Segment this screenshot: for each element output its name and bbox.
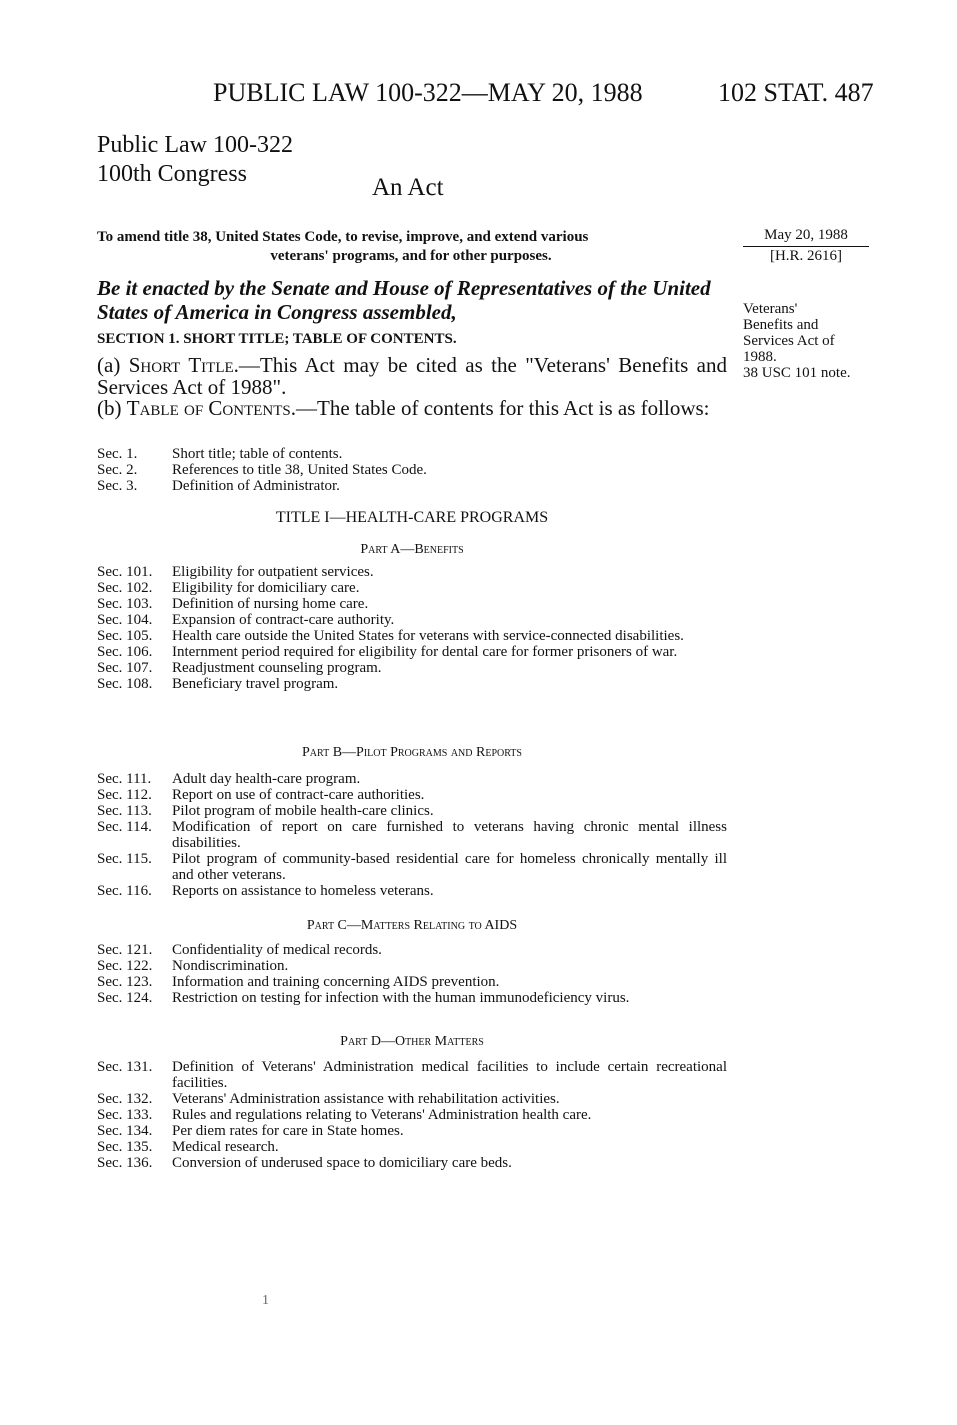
toc-section-number: Sec. 106. <box>97 644 153 660</box>
toc-section-title: Expansion of contract-care authority. <box>172 612 395 628</box>
toc-section-number: Sec. 123. <box>97 974 153 990</box>
paragraph-a <box>97 354 727 398</box>
toc-entry <box>97 974 727 990</box>
toc-section-title: Medical research. <box>172 1139 279 1155</box>
toc-entry <box>97 596 727 612</box>
paragraph-a-heading: Short Title <box>128 353 234 377</box>
toc-entry <box>97 990 727 1006</box>
toc-section-title: Definition of Administrator. <box>172 478 340 494</box>
purpose-clause <box>97 228 725 266</box>
toc-section-number: Sec. 122. <box>97 958 153 974</box>
toc-entry <box>97 1155 727 1171</box>
toc-entry <box>97 628 727 644</box>
toc-section-title: Eligibility for domiciliary care. <box>172 580 360 596</box>
toc-section-number: Sec. 135. <box>97 1139 153 1155</box>
toc-entry <box>97 883 727 899</box>
toc-section-title: Health care outside the United States for veterans with service-connected disabilities. <box>172 628 684 644</box>
toc-entry <box>97 851 727 883</box>
toc-entry <box>97 771 727 787</box>
enacting-clause: Be it enacted by the Senate and House of Representatives of the United States of America in Congress assembled, <box>97 276 711 324</box>
toc-section-title: References to title 38, United States Code. <box>172 462 427 478</box>
toc-section-number: Sec. 102. <box>97 580 153 596</box>
margin-note <box>743 301 883 381</box>
toc-entry <box>97 462 727 478</box>
paragraph-b-text: .—The table of contents for this Act is as follows: <box>290 396 710 420</box>
margin-date-block <box>743 226 869 266</box>
toc-entry <box>97 660 727 676</box>
toc-section-title: Rules and regulations relating to Veterans' Administration health care. <box>172 1107 592 1123</box>
toc-section-number: Sec. 115. <box>97 851 152 867</box>
toc-section-number: Sec. 103. <box>97 596 153 612</box>
toc-part-a <box>97 564 727 692</box>
toc-section-number: Sec. 2. <box>97 462 138 478</box>
toc-entry <box>97 803 727 819</box>
purpose-line-1: To amend title 38, United States Code, to revise, improve, and extend various <box>97 229 589 245</box>
toc-section-title: Conversion of underused space to domiciliary care beds. <box>172 1155 512 1171</box>
toc-section-number: Sec. 3. <box>97 478 138 494</box>
toc-section-number: Sec. 107. <box>97 660 153 676</box>
toc-part-b <box>97 771 727 899</box>
purpose-line-2: veterans' programs, and for other purposes. <box>270 248 552 264</box>
toc-entry <box>97 1107 727 1123</box>
margin-note-line: Veterans' <box>743 301 798 317</box>
margin-note-line: Benefits and <box>743 317 819 333</box>
margin-note-line: 38 USC 101 note. <box>743 365 851 381</box>
toc-section-number: Sec. 121. <box>97 942 153 958</box>
toc-section-title: Information and training concerning AIDS prevention. <box>172 974 500 990</box>
part-c-heading: Part C—Matters Relating to AIDS <box>306 918 518 933</box>
toc-section-number: Sec. 108. <box>97 676 153 692</box>
part-b-heading: Part B—Pilot Programs and Reports <box>302 745 522 760</box>
paragraph-b-label: (b) <box>97 396 127 420</box>
toc-section-number: Sec. 1. <box>97 446 138 462</box>
title-1-heading: TITLE I—HEALTH-CARE PROGRAMS <box>275 509 549 526</box>
toc-section-title: Restriction on testing for infection with the human immunodeficiency virus. <box>172 990 630 1006</box>
toc-section-title: Beneficiary travel program. <box>172 676 339 692</box>
part-a-heading: Part A—Benefits <box>360 542 464 557</box>
toc-section-number: Sec. 124. <box>97 990 153 1006</box>
toc-section-title: Eligibility for outpatient services. <box>172 564 374 580</box>
public-law-designation <box>97 131 293 189</box>
toc-entry <box>97 819 727 851</box>
toc-entry <box>97 1091 727 1107</box>
toc-entry <box>97 958 727 974</box>
toc-entry <box>97 564 727 580</box>
toc-section-title: Pilot program of community-based residential care for homeless chronically mentally ill and other veterans. <box>172 851 727 883</box>
section-1-heading: SECTION 1. SHORT TITLE; TABLE OF CONTENTS. <box>97 331 457 347</box>
toc-section-title: Definition of nursing home care. <box>172 596 369 612</box>
toc-section-number: Sec. 134. <box>97 1123 153 1139</box>
margin-note-line: 1988. <box>743 349 777 365</box>
toc-section-title: Modification of report on care furnished to veterans having chronic mental illness disabilities. <box>172 819 727 851</box>
margin-note-line: Services Act of <box>743 333 835 349</box>
toc-section-title: Veterans' Administration assistance with rehabilitation activities. <box>172 1091 560 1107</box>
public-law-number: Public Law 100-322 <box>97 132 293 158</box>
toc-entry <box>97 580 727 596</box>
running-header: PUBLIC LAW 100-322—MAY 20, 1988 <box>213 78 643 107</box>
toc-section-number: Sec. 116. <box>97 883 152 899</box>
toc-entry <box>97 446 727 462</box>
toc-section-number: Sec. 112. <box>97 787 152 803</box>
toc-section-number: Sec. 136. <box>97 1155 153 1171</box>
toc-section-number: Sec. 105. <box>97 628 153 644</box>
toc-section-number: Sec. 111. <box>97 771 152 787</box>
toc-section-number: Sec. 132. <box>97 1091 153 1107</box>
an-act-heading: An Act <box>372 174 444 201</box>
toc-section-number: Sec. 133. <box>97 1107 153 1123</box>
toc-entry <box>97 1139 727 1155</box>
toc-entry <box>97 1123 727 1139</box>
congress-number: 100th Congress <box>97 161 247 187</box>
toc-entry <box>97 644 727 660</box>
toc-entry <box>97 942 727 958</box>
toc-section-title: Reports on assistance to homeless veterans. <box>172 883 434 899</box>
toc-section-title: Internment period required for eligibility for dental care for former prisoners of war. <box>172 644 678 660</box>
paragraph-b-heading: Table of Contents <box>126 396 291 420</box>
toc-part-d <box>97 1059 727 1171</box>
paragraph-b <box>97 397 727 419</box>
toc-general <box>97 446 727 494</box>
toc-section-number: Sec. 101. <box>97 564 153 580</box>
toc-section-title: Confidentiality of medical records. <box>172 942 382 958</box>
toc-part-c <box>97 942 727 1006</box>
toc-entry <box>97 1059 727 1091</box>
toc-section-title: Readjustment counseling program. <box>172 660 382 676</box>
toc-section-title: Report on use of contract-care authorities. <box>172 787 425 803</box>
enactment-date: May 20, 1988 <box>743 226 869 247</box>
toc-entry <box>97 787 727 803</box>
toc-section-number: Sec. 114. <box>97 819 152 835</box>
toc-section-title: Pilot program of mobile health-care clinics. <box>172 803 434 819</box>
toc-section-number: Sec. 113. <box>97 803 152 819</box>
toc-entry <box>97 676 727 692</box>
toc-section-number: Sec. 104. <box>97 612 153 628</box>
toc-section-title: Per diem rates for care in State homes. <box>172 1123 404 1139</box>
toc-section-title: Short title; table of contents. <box>172 446 343 462</box>
toc-section-title: Definition of Veterans' Administration medical facilities to include certain recreational facilities. <box>172 1059 727 1091</box>
toc-entry <box>97 612 727 628</box>
toc-section-number: Sec. 131. <box>97 1059 153 1075</box>
stat-page-number: 102 STAT. 487 <box>718 78 874 107</box>
paragraph-a-label: (a) <box>97 353 129 377</box>
page-mark: 1 <box>262 1293 269 1308</box>
part-d-heading: Part D—Other Matters <box>340 1034 484 1049</box>
toc-section-title: Adult day health-care program. <box>172 771 361 787</box>
toc-section-title: Nondiscrimination. <box>172 958 289 974</box>
toc-entry <box>97 478 727 494</box>
paragraph-a-text: .—This Act may be cited as the "Veterans' Benefits and Services Act of 1988". <box>97 353 727 399</box>
bill-number: [H.R. 2616] <box>769 248 843 264</box>
